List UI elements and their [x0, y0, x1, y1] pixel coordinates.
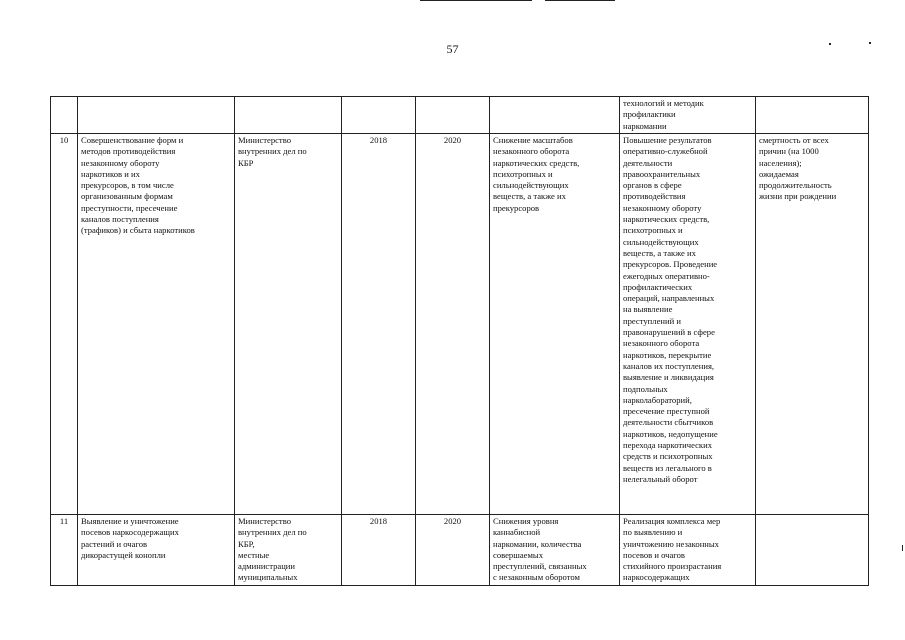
- indicator-link-cell: [756, 515, 869, 586]
- row-number-cell: 11: [51, 515, 78, 586]
- row-number-cell: 10: [51, 134, 78, 515]
- scan-artifact-top-right: [545, 0, 615, 1]
- measure-cell: [78, 97, 235, 134]
- measure-cell: Совершенствование форм и методов противодействия незаконному обороту наркотиков и их прекурсоров, в том числе организованным формам преступности, пресечение каналов поступления (трафиков) и сбыта наркотиков: [78, 134, 235, 515]
- indicator-link-cell: смертность от всех причин (на 1000 населения); ожидаемая продолжительность жизни при рождении: [756, 134, 869, 515]
- end-year-cell: [416, 97, 490, 134]
- scan-artifact-dash: [902, 545, 903, 551]
- table-row: [51, 515, 869, 586]
- row-number-cell: [51, 97, 78, 134]
- expected-result-cell: Снижение масштабов незаконного оборота наркотических средств, психотропных и сильнодействующих веществ, а также их прекурсоров: [490, 134, 620, 515]
- expected-result-cell: [490, 97, 620, 134]
- main-actions-cell: технологий и методик профилактики наркомании: [620, 97, 756, 134]
- page-number: 57: [446, 42, 459, 56]
- measure-cell: Выявление и уничтожение посевов наркосодержащих растений и очагов дикорастущей конопли: [78, 515, 235, 586]
- executor-cell: [235, 97, 342, 134]
- executor-cell: Министерство внутренних дел по КБР, местные администрации муниципальных: [235, 515, 342, 586]
- table-row: [51, 97, 869, 134]
- scan-artifact-top: [420, 0, 532, 1]
- executor-cell: Министерство внутренних дел по КБР: [235, 134, 342, 515]
- table-row: [51, 134, 869, 515]
- end-year-cell: 2020: [416, 134, 490, 515]
- main-actions-cell: Повышение результатов оперативно-служебной деятельности правоохранительных органов в сфере противодействия незаконному обороту наркотических средств, психотропных и сильнодействующих веществ, а также их прекурсоров. Проведение ежегодных оперативно- профилактических операций, направленных на выявление преступлений и правонарушений в сфере незаконного оборота наркотиков, перекрытие каналов их поступления, выявление и ликвидация подпольных нарколабораторий, пресечение преступной деятельности сбытчиков наркотиков, недопущение перехода наркотических средств и психотропных веществ из легального в нелегальный оборот: [620, 134, 756, 515]
- start-year-cell: 2018: [342, 134, 416, 515]
- start-year-cell: [342, 97, 416, 134]
- end-year-cell: 2020: [416, 515, 490, 586]
- scan-artifact-dot: [829, 43, 831, 45]
- start-year-cell: 2018: [342, 515, 416, 586]
- indicator-link-cell: [756, 97, 869, 134]
- program-measures-table: [50, 96, 869, 586]
- main-actions-cell: Реализация комплекса мер по выявлению и уничтожению незаконных посевов и очагов стихийного произрастания наркосодержащих: [620, 515, 756, 586]
- scan-artifact-dot: [869, 42, 871, 44]
- expected-result-cell: Снижения уровня каннабисной наркомании, количества совершаемых преступлений, связанных с незаконным оборотом: [490, 515, 620, 586]
